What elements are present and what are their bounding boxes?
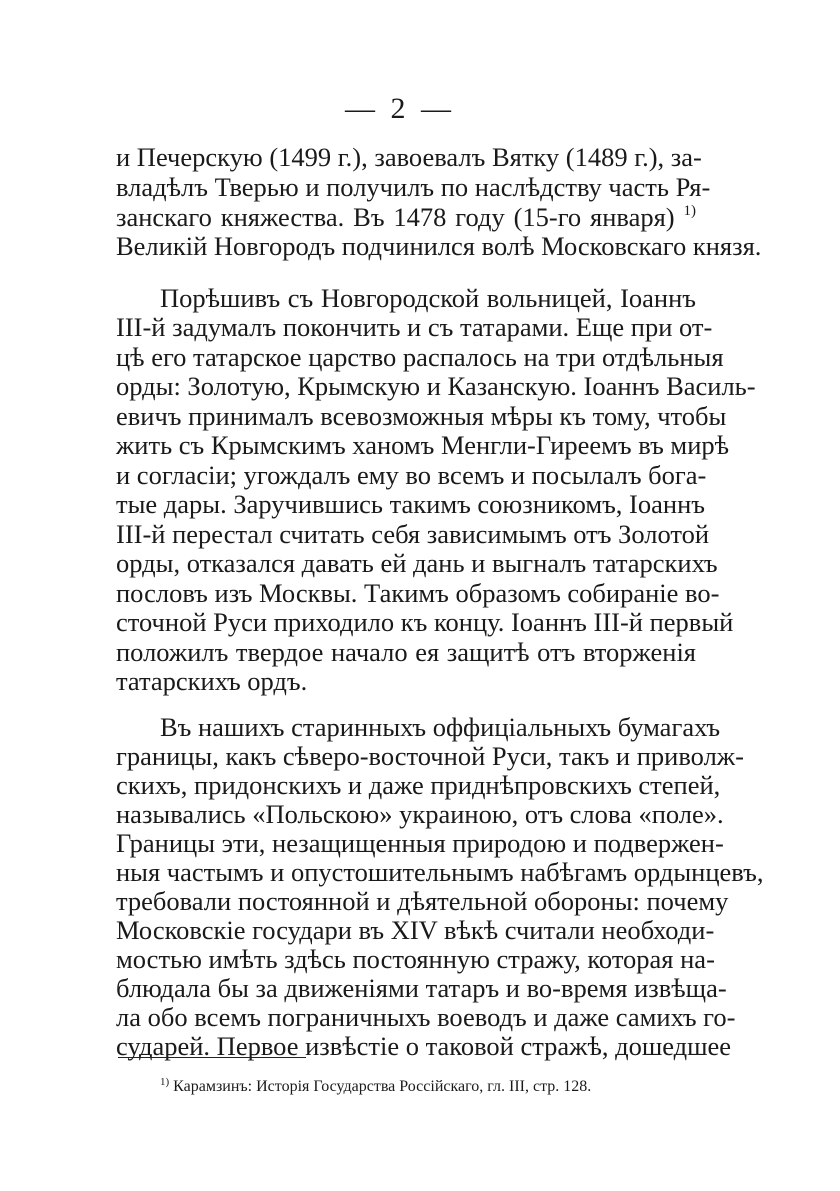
text-line	[116, 202, 696, 232]
text-line: орды: Золотую, Крымскую и Казанскую. Іоаннъ Василь-	[116, 371, 756, 401]
text-line-content: занскаго княжества. Въ 1478 году (15-го января)	[116, 202, 675, 232]
text-line: Границы эти, незащищенныя природою и подвержен-	[116, 828, 724, 858]
text-line: требовали постоянной и дѣятельной обороны: почему	[116, 886, 729, 916]
text-line: ла обо всемъ пограничныхъ воеводъ и даже самихъ го-	[116, 1002, 736, 1032]
text-line: Порѣшивъ съ Новгородской вольницей, Іоаннъ	[160, 283, 696, 313]
text-line: положилъ твердое начало ея защитѣ отъ вторженія	[116, 637, 696, 667]
text-line: Въ нашихъ старинныхъ оффиціальныхъ бумагахъ	[160, 712, 721, 742]
footnote-text: Карамзинъ: Исторія Государства Россійскаго, гл. III, стр. 128.	[173, 1078, 592, 1095]
text-line: блюдала бы за движеніями татаръ и во-время извѣща-	[116, 973, 727, 1003]
footnote-marker: 1)	[160, 1076, 170, 1088]
text-line: границы, какъ сѣверо-восточной Руси, такъ и приволж-	[116, 741, 744, 771]
text-line: тые дары. Заручившись такимъ союзникомъ, Іоаннъ	[116, 489, 705, 519]
page-number: — 2 —	[345, 92, 455, 125]
text-line: скихъ, придонскихъ и даже приднѣпровскихъ степей,	[116, 770, 721, 800]
text-line: и Печерскую (1499 г.), завоевалъ Вятку (1489 г.), за-	[116, 142, 702, 172]
text-line: цѣ его татарское царство распалось на три отдѣльныя	[116, 342, 724, 372]
text-line: назывались «Польскою» украиною, отъ слова «поле».	[116, 799, 724, 829]
text-line: III-й задумалъ покончить и съ татарами. Еще при от-	[116, 312, 713, 342]
footnote-reference: 1)	[683, 203, 696, 219]
text-line: орды, отказался давать ей дань и выгналъ татарскихъ	[116, 548, 718, 578]
text-line: сударей. Первое извѣстіе о таковой стражѣ, дошедшее	[116, 1031, 732, 1061]
text-line: ныя частымъ и опустошительнымъ набѣгамъ ордынцевъ,	[116, 857, 764, 887]
text-line: мостью имѣть здѣсь постоянную стражу, которая на-	[116, 944, 715, 974]
footnote-divider	[118, 1057, 306, 1058]
text-line: татарскихъ ордъ.	[116, 666, 308, 696]
text-line: сточной Руси приходило къ концу. Іоаннъ III-й первый	[116, 607, 734, 637]
text-line: Московскіе государи въ XIV вѣкѣ считали необходи-	[116, 915, 715, 945]
footnote	[160, 1076, 591, 1098]
text-line: евичъ принималъ всевозможныя мѣры къ тому, чтобы	[116, 401, 727, 431]
text-line: и согласіи; угождалъ ему во всемъ и посылалъ бога-	[116, 460, 707, 490]
text-line: жить съ Крымскимъ ханомъ Менгли-Гиреемъ въ мирѣ	[116, 430, 730, 460]
text-line: Великій Новгородъ подчинился волѣ Московскаго князя.	[116, 231, 762, 261]
text-line: владѣлъ Тверью и получилъ по наслѣдству часть Ря-	[116, 172, 711, 202]
text-line: пословъ изъ Москвы. Такимъ образомъ собираніе во-	[116, 578, 720, 608]
text-line: III-й перестал считать себя зависимымъ отъ Золотой	[116, 519, 710, 549]
